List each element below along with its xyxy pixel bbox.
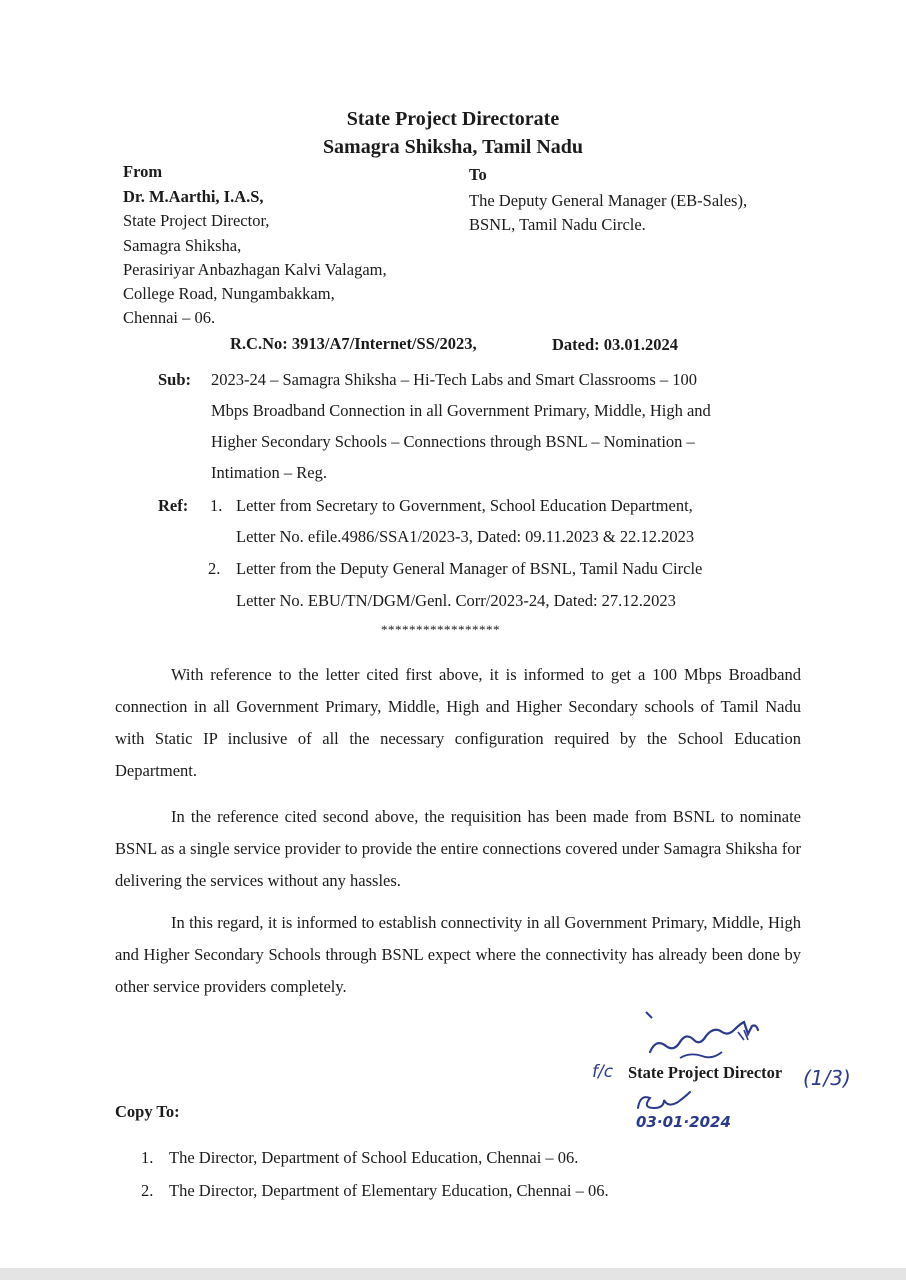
header-title-line2: Samagra Shiksha, Tamil Nadu bbox=[322, 136, 584, 158]
header-title-line1: State Project Directorate bbox=[346, 108, 560, 130]
handwritten-date: 03·01·2024 bbox=[636, 1113, 731, 1131]
reference-text: Letter No. EBU/TN/DGM/Genl. Corr/2023-24, Dated: 27.12.2023 bbox=[236, 591, 676, 610]
signatory-title: State Project Director bbox=[628, 1063, 783, 1082]
letter-date: Dated: 03.01.2024 bbox=[552, 335, 679, 354]
scan-bottom-edge bbox=[0, 1268, 906, 1280]
body-paragraph: In this regard, it is informed to establish connectivity in all Government Primary, Middle, High and Higher Secondary Schools through BSNL expect where the connectivity has already been done by other service providers completely. bbox=[115, 913, 801, 996]
handwritten-page-note: (1/3) bbox=[803, 1066, 851, 1090]
reference-text: Letter from Secretary to Government, School Education Department, bbox=[236, 496, 693, 515]
from-line: State Project Director, bbox=[123, 211, 270, 230]
reference-text: Letter from the Deputy General Manager of BSNL, Tamil Nadu Circle bbox=[236, 559, 703, 578]
initials-scribble bbox=[634, 1090, 694, 1114]
from-line: Samagra Shiksha, bbox=[123, 236, 242, 255]
subject-line: Higher Secondary Schools – Connections through BSNL – Nomination – bbox=[211, 432, 695, 451]
body-paragraph: With reference to the letter cited first above, it is informed to get a 100 Mbps Broadband connection in all Government Primary, Middle, High and Higher Secondary schools of Tamil Nadu with Static IP inclusive of all the necessary configuration required by the School Education Department. bbox=[115, 665, 801, 780]
copy-to-label: Copy To: bbox=[115, 1102, 180, 1121]
to-line: The Deputy General Manager (EB-Sales), bbox=[469, 191, 748, 210]
to-line: BSNL, Tamil Nadu Circle. bbox=[469, 215, 646, 234]
reference-label: Ref: bbox=[158, 496, 189, 515]
to-label: To bbox=[469, 165, 487, 184]
reference-number: 2. bbox=[208, 559, 221, 578]
from-label: From bbox=[123, 162, 163, 181]
separator-asterisks: ***************** bbox=[381, 622, 500, 637]
from-name: Dr. M.Aarthi, I.A.S, bbox=[123, 187, 264, 206]
signature-scribble bbox=[640, 1004, 780, 1064]
copy-to-item: The Director, Department of Elementary Education, Chennai – 06. bbox=[169, 1181, 609, 1200]
reference-text: Letter No. efile.4986/SSA1/2023-3, Dated: 09.11.2023 & 22.12.2023 bbox=[236, 527, 695, 546]
subject-line: Mbps Broadband Connection in all Government Primary, Middle, High and bbox=[211, 401, 711, 420]
body-paragraph: In the reference cited second above, the requisition has been made from BSNL to nominate BSNL as a single service provider to provide the entire connections covered under Samagra Shiksha for delivering the services without any hassles. bbox=[115, 807, 801, 890]
copy-to-number: 1. bbox=[141, 1148, 154, 1167]
subject-label: Sub: bbox=[158, 370, 192, 389]
rc-number: R.C.No: 3913/A7/Internet/SS/2023, bbox=[230, 334, 477, 353]
from-line: College Road, Nungambakkam, bbox=[123, 284, 335, 303]
from-line: Chennai – 06. bbox=[123, 308, 216, 327]
subject-line: 2023-24 – Samagra Shiksha – Hi-Tech Labs and Smart Classrooms – 100 bbox=[211, 370, 697, 389]
reference-number: 1. bbox=[210, 496, 223, 515]
from-line: Perasiriyar Anbazhagan Kalvi Valagam, bbox=[123, 260, 387, 279]
handwritten-fc: f/c bbox=[592, 1062, 614, 1082]
copy-to-number: 2. bbox=[141, 1181, 154, 1200]
copy-to-item: The Director, Department of School Education, Chennai – 06. bbox=[169, 1148, 579, 1167]
subject-line: Intimation – Reg. bbox=[211, 463, 327, 482]
